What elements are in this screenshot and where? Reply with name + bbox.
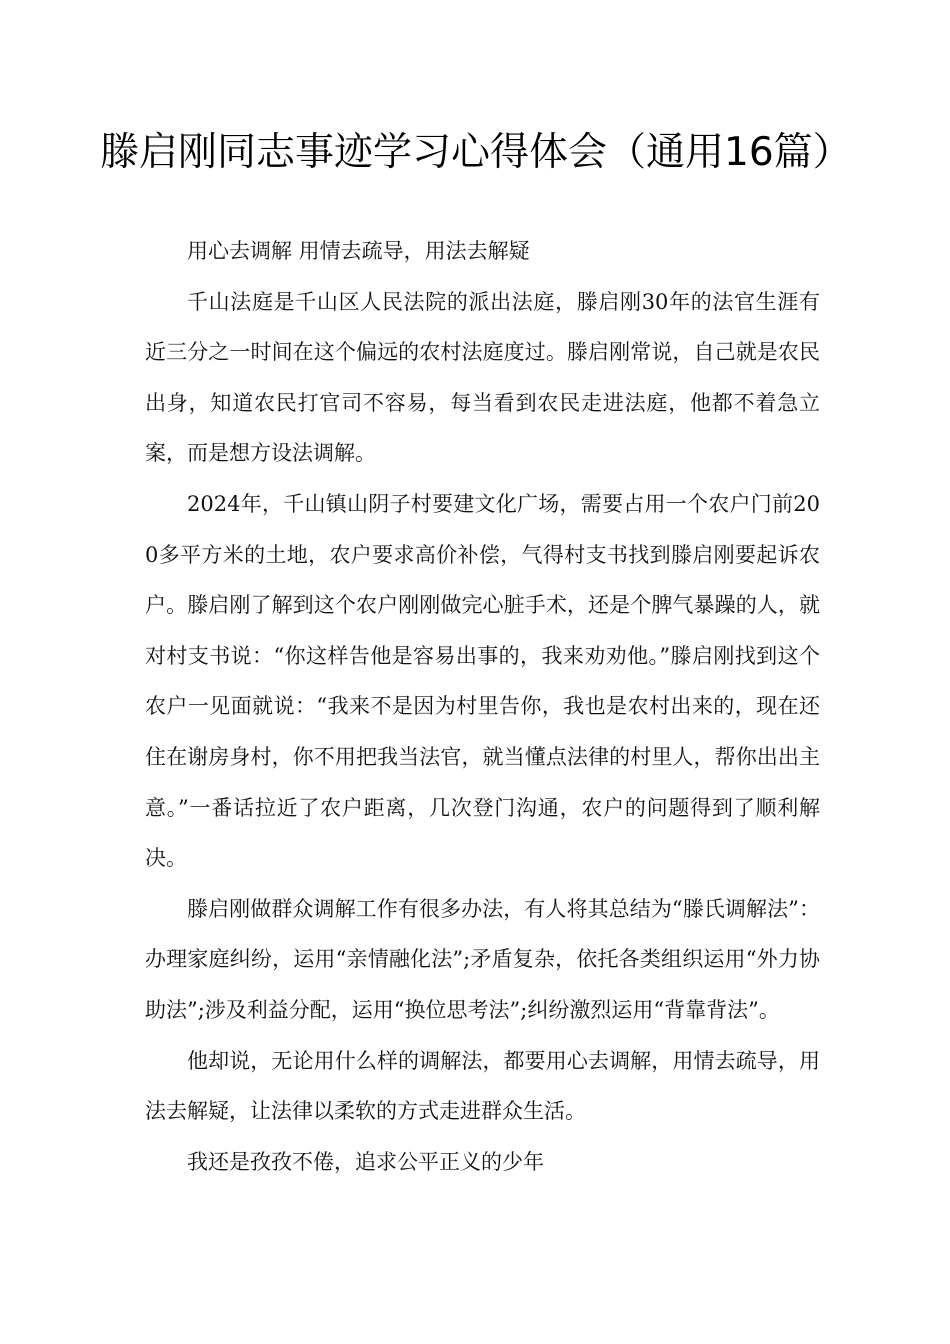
paragraph-mediation-methods: 滕启刚做群众调解工作有很多办法，有人将其总结为“滕氏调解法”：办理家庭纠纷，运用“亲情融化法”;矛盾复杂，依托各类组织运用“外力协助法”;涉及利益分配，运用“换位思考法”;纠纷激烈运用“背靠背法”。 — [145, 896, 820, 1022]
paragraph-subheading: 用心去调解 用情去疏导，用法去解疑 — [187, 239, 530, 263]
document-title: 滕启刚同志事迹学习心得体会（通用16篇） — [100, 130, 852, 175]
paragraph-section-heading: 我还是孜孜不倦，追求公平正义的少年 — [187, 1149, 544, 1174]
paragraph-court-intro: 千山法庭是千山区人民法院的派出法庭，滕启刚30年的法官生涯有近三分之一时间在这个偏远的农村法庭度过。滕启刚常说，自己就是农民出身，知道农民打官司不容易，每当看到农民走进法庭，他都不着急立案，而是想方设法调解。 — [145, 289, 820, 466]
paragraph-quote: 他却说，无论用什么样的调解法，都要用心去调解，用情去疏导，用法去解疑，让法律以柔软的方式走进群众生活。 — [145, 1048, 820, 1124]
paragraph-case-story: 2024年，千山镇山阴子村要建文化广场，需要占用一个农户门前200多平方米的土地，农户要求高价补偿，气得村支书找到滕启刚要起诉农户。滕启刚了解到这个农户刚刚做完心脏手术，还是个脾气暴躁的人，就对村支书说：“你这样告他是容易出事的，我来劝劝他。”滕启刚找到这个农户一见面就说：“我来不是因为村里告你，我也是农村出来的，现在还住在谢房身村，你不用把我当法官，就当懂点法律的村里人，帮你出出主意。”一番话拉近了农户距离，几次登门沟通，农户的问题得到了顺利解决。 — [145, 491, 820, 871]
document-body — [145, 226, 820, 1187]
